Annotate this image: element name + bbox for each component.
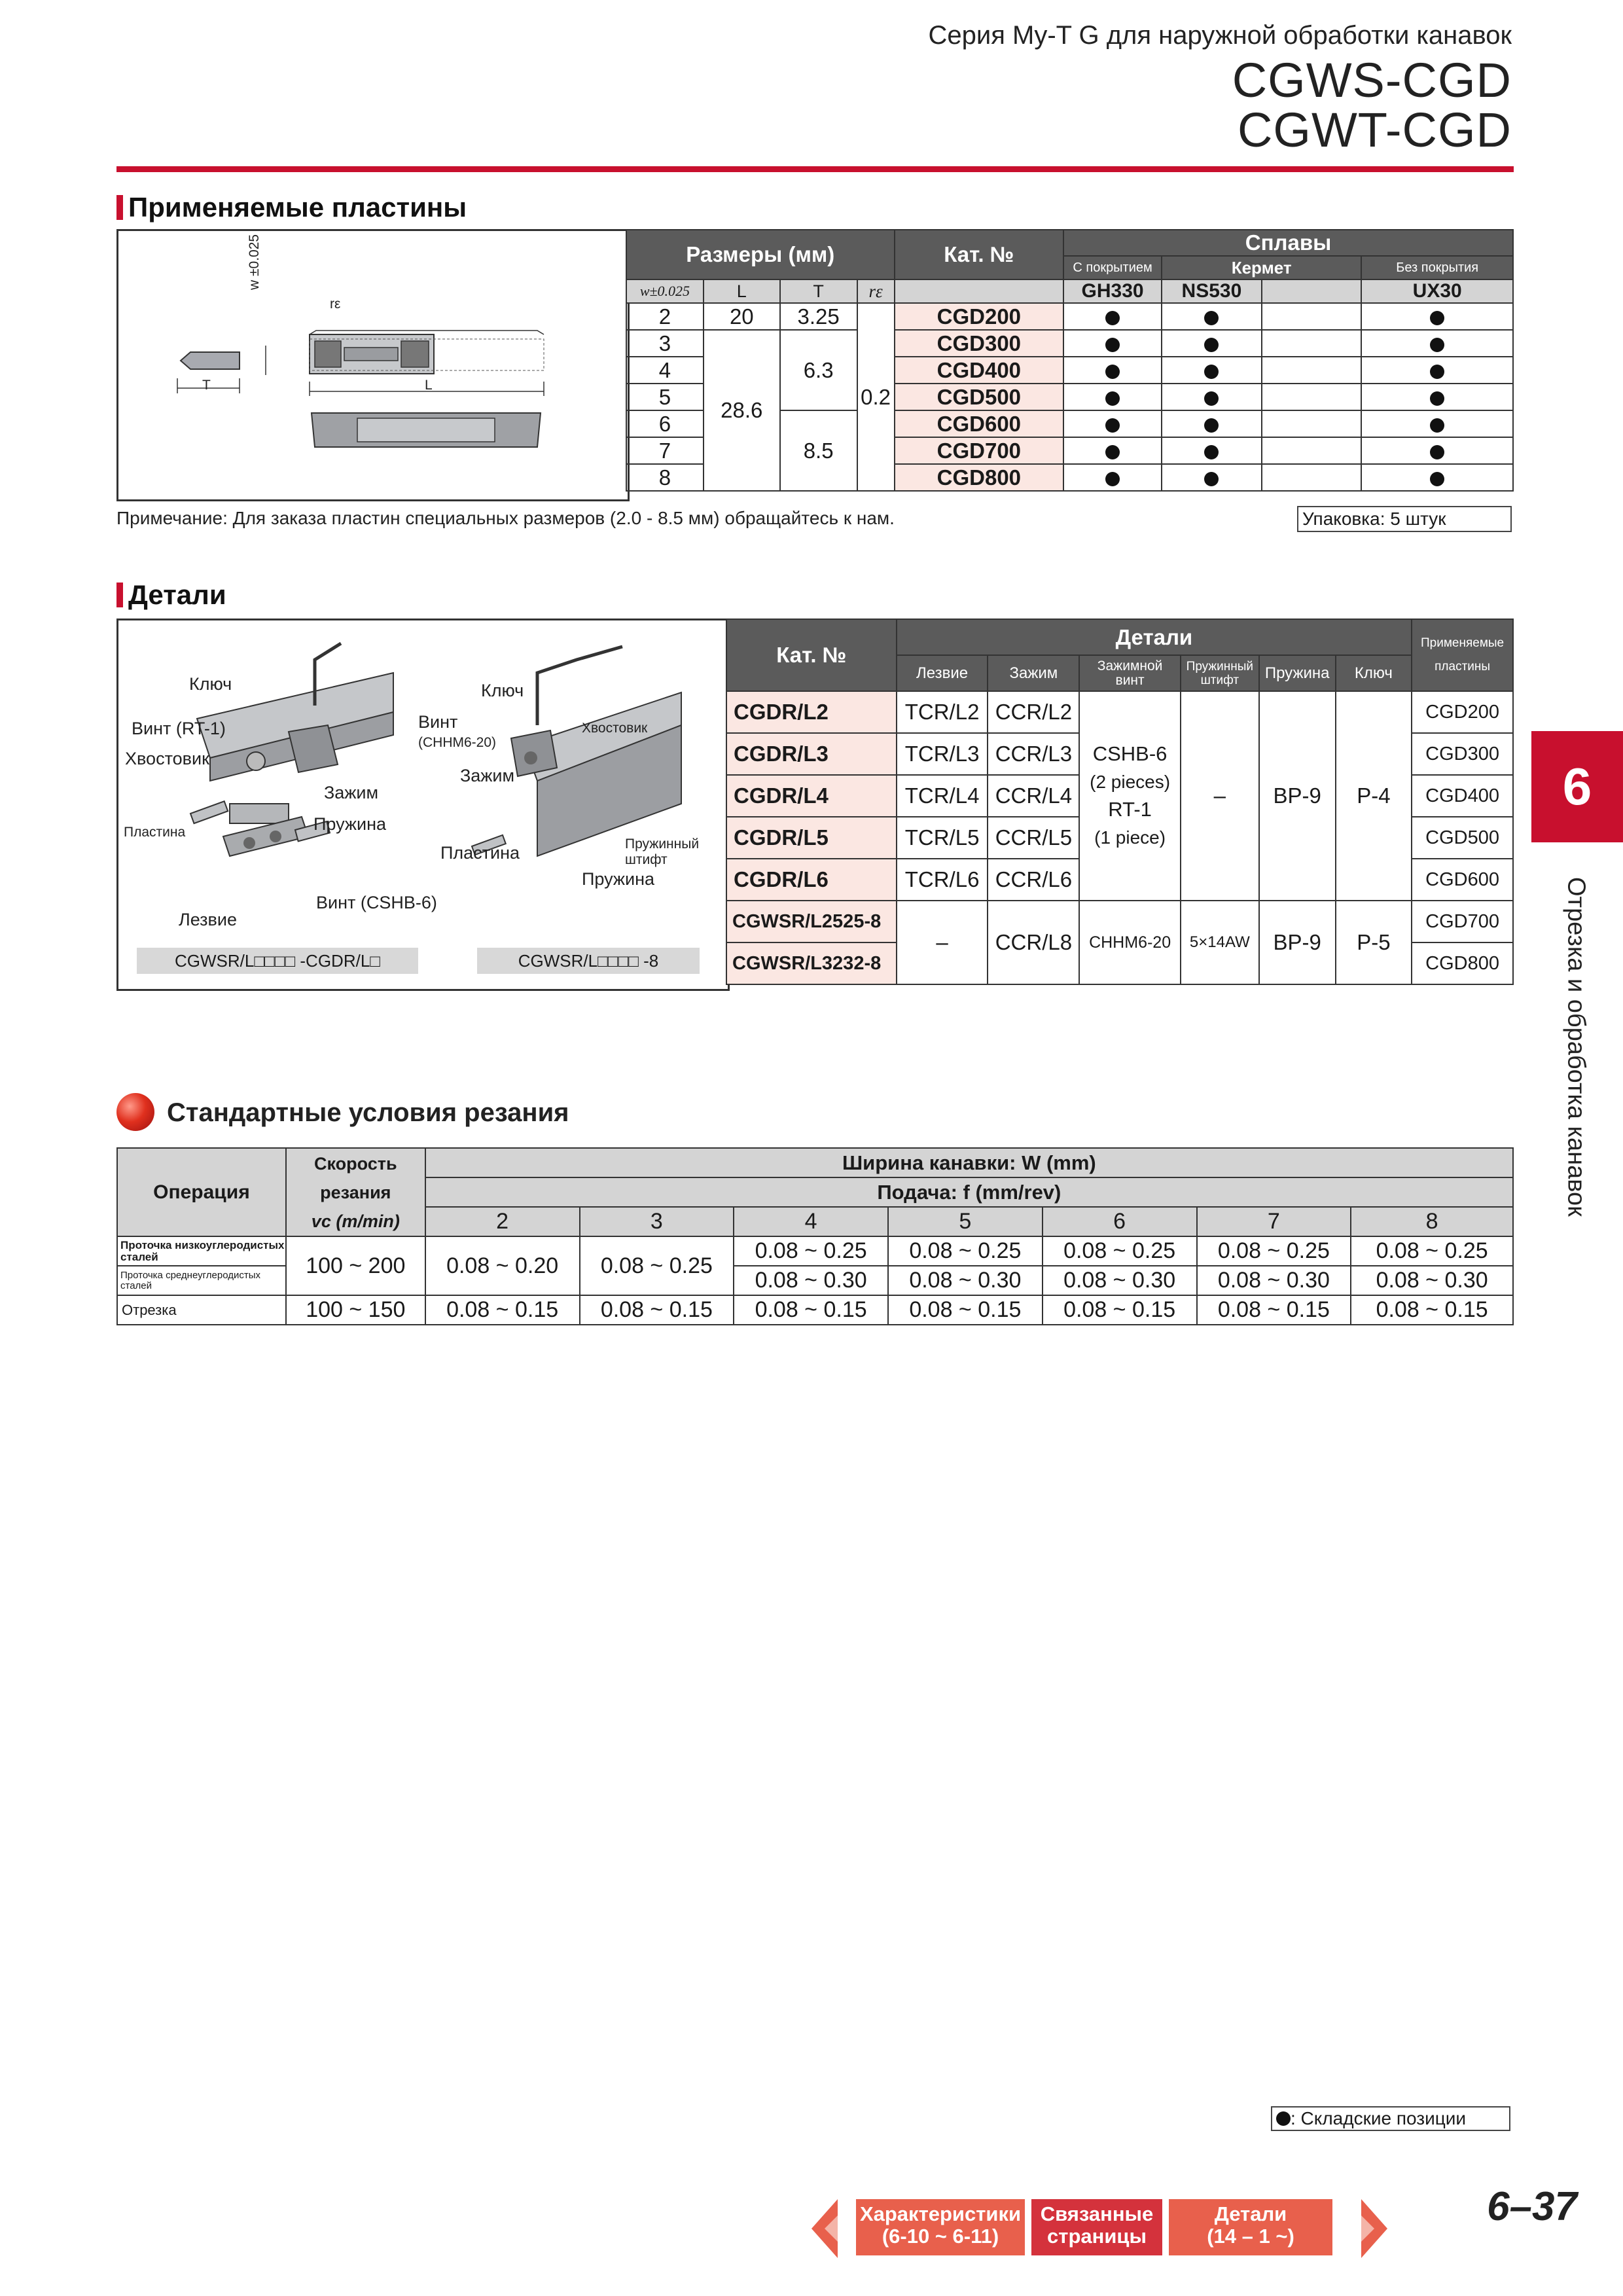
feed-cell: 0.08 ~ 0.25 <box>888 1236 1043 1266</box>
header-divider <box>116 166 1514 172</box>
chapter-side-text: Отрезка и обработка канавок <box>1562 877 1590 1217</box>
stock-dot-icon <box>1105 311 1120 325</box>
feed-cell: 0.08 ~ 0.25 <box>580 1236 734 1295</box>
key-cell: P-4 <box>1336 691 1412 901</box>
T-label: T <box>202 378 211 393</box>
screw-a4: (1 piece) <box>1094 827 1166 848</box>
feed-cell: 0.08 ~ 0.25 <box>734 1236 888 1266</box>
feed-cell: 0.08 ~ 0.15 <box>1197 1295 1351 1325</box>
stock-dot <box>1361 303 1513 330</box>
feed-cell: 0.08 ~ 0.15 <box>734 1295 888 1325</box>
fig2-pin-label: Пружинный <box>625 836 700 852</box>
spring-pin-header <box>1181 655 1259 691</box>
screw-a3: RT-1 <box>1108 798 1152 821</box>
w-cell: 8 <box>626 464 704 491</box>
speed-l1: Скорость <box>314 1153 397 1174</box>
speed-l2: резания <box>320 1182 391 1202</box>
width-col: 3 <box>580 1207 734 1236</box>
model-title-1: CGWS-CGD <box>1232 53 1512 107</box>
stock-dot <box>1361 410 1513 437</box>
cat-header: Кат. № <box>895 230 1064 279</box>
ns530-header: NS530 <box>1162 279 1262 303</box>
stock-dot <box>1361 464 1513 491</box>
inserts-note: Примечание: Для заказа пластин специальных размеров (2.0 - 8.5 мм) обращайтесь к нам. <box>116 508 895 528</box>
cutting-section-bullet-icon <box>116 1093 154 1131</box>
spring-pin-l1: Пружинный <box>1186 659 1253 673</box>
stock-dot-icon <box>1105 365 1120 379</box>
stock-dot <box>1162 357 1262 384</box>
section-marker <box>116 195 123 220</box>
r-cell: 0.2 <box>857 303 895 491</box>
holder-cat: CGDR/L5 <box>726 817 897 859</box>
applic-cell: CGD300 <box>1412 733 1513 775</box>
inserts-title-text: Применяемые пластины <box>128 192 467 223</box>
insert-table <box>626 229 1514 492</box>
feed-cell: 0.08 ~ 0.30 <box>1043 1266 1197 1295</box>
parts-cat-header: Кат. № <box>726 619 897 691</box>
width-col: 7 <box>1197 1207 1351 1236</box>
nav3-l2: (14 – 1 ~) <box>1207 2225 1294 2248</box>
holder-cat: CGDR/L2 <box>726 691 897 733</box>
blade-header: Лезвие <box>897 655 988 691</box>
fig1-shank-label: Хвостовик <box>125 749 209 768</box>
fig2-clamp-label: Зажим <box>460 766 515 785</box>
feed-cell: 0.08 ~ 0.15 <box>1043 1295 1197 1325</box>
stock-dot <box>1063 410 1162 437</box>
key-cell: P-5 <box>1336 901 1412 984</box>
stock-dot <box>1162 330 1262 357</box>
applic-cell: CGD600 <box>1412 859 1513 901</box>
nav1-l1: Характеристики <box>859 2202 1022 2225</box>
applic-cell: CGD200 <box>1412 691 1513 733</box>
feed-cell: 0.08 ~ 0.15 <box>888 1295 1043 1325</box>
chapter-side-title <box>1537 877 1615 1244</box>
cat-col-blank <box>895 279 1064 303</box>
fig2-screw-code-label: (CHHM6-20) <box>418 735 497 750</box>
stock-dot-icon <box>1105 418 1120 433</box>
fig1-key-label: Ключ <box>189 674 232 694</box>
blade-cell: – <box>897 901 988 984</box>
holder-cat: CGDR/L4 <box>726 775 897 817</box>
legend-text: : Складские позиции <box>1291 2108 1467 2128</box>
r-label: rε <box>330 296 341 312</box>
cermet-blank-header <box>1262 279 1362 303</box>
stock-dot <box>1162 384 1262 410</box>
cutting-table <box>116 1147 1514 1325</box>
empty-cell <box>1262 437 1362 464</box>
stock-dot <box>1162 303 1262 330</box>
empty-cell <box>1262 410 1362 437</box>
stock-dot-icon <box>1204 472 1219 486</box>
fig2-screw-label: Винт <box>418 712 458 732</box>
insert-cat: CGD600 <box>895 410 1064 437</box>
T-cell: 8.5 <box>780 410 857 491</box>
screw-a1: CSHB-6 <box>1092 742 1168 765</box>
nav2-l1: Связанные <box>1040 2202 1154 2225</box>
clamp-cell: CCR/L6 <box>988 859 1079 901</box>
clamp-screw-l2: винт <box>1115 672 1145 688</box>
stock-dot-icon <box>1430 338 1444 352</box>
w-label: w <box>247 279 262 290</box>
stock-dot-icon <box>1430 311 1444 325</box>
stock-dot-icon <box>1276 2111 1291 2126</box>
fig2-spring-label: Пружина <box>582 869 654 889</box>
stock-dot <box>1361 330 1513 357</box>
pack-box: Упаковка: 5 штук <box>1297 506 1512 532</box>
fig1-insert-label: Пластина <box>124 825 186 840</box>
feed-cell: 0.08 ~ 0.20 <box>425 1236 580 1295</box>
spring-header: Пружина <box>1259 655 1336 691</box>
ux30-header: UX30 <box>1361 279 1513 303</box>
chapter-tab: 6 <box>1531 731 1623 842</box>
stock-dot <box>1361 437 1513 464</box>
w-cell: 4 <box>626 357 704 384</box>
T-cell: 3.25 <box>780 303 857 330</box>
spring-cell: BP-9 <box>1259 691 1336 901</box>
stock-dot-icon <box>1430 445 1444 459</box>
stock-dot <box>1162 464 1262 491</box>
spring-cell: BP-9 <box>1259 901 1336 984</box>
nav-details-button[interactable] <box>1169 2199 1332 2255</box>
empty-cell <box>1262 357 1362 384</box>
fig1-spring-label: Пружина <box>313 814 386 834</box>
parts-table <box>726 619 1514 985</box>
fig1-caption: CGWSR/L□□□□ -CGDR/L□ <box>137 948 418 974</box>
fig2-caption: CGWSR/L□□□□ -8 <box>477 948 700 974</box>
stock-dot-icon <box>1105 472 1120 486</box>
stock-dot-icon <box>1204 338 1219 352</box>
feed-cell: 0.08 ~ 0.25 <box>1351 1236 1513 1266</box>
holder-cat: CGDR/L3 <box>726 733 897 775</box>
clamp-cell: CCR/L8 <box>988 901 1079 984</box>
pin-cell: – <box>1181 691 1259 901</box>
stock-dot-icon <box>1430 418 1444 433</box>
sizes-header: Размеры (мм) <box>626 230 895 279</box>
fig2-pin-label-2: штифт <box>625 852 668 867</box>
width-header: Ширина канавки: W (mm) <box>425 1148 1513 1177</box>
spring-pin-l2: штифт <box>1200 673 1240 687</box>
gh330-header: GH330 <box>1063 279 1162 303</box>
parts-drawing <box>116 619 730 991</box>
insert-cat: CGD700 <box>895 437 1064 464</box>
feed-cell: 0.08 ~ 0.25 <box>1043 1236 1197 1266</box>
stock-dot-icon <box>1204 418 1219 433</box>
stock-dot <box>1063 357 1162 384</box>
w-cell: 3 <box>626 330 704 357</box>
key-header: Ключ <box>1336 655 1412 691</box>
applic-line2: пластины <box>1435 660 1491 673</box>
clamp-cell: CCR/L2 <box>988 691 1079 733</box>
insert-cat: CGD400 <box>895 357 1064 384</box>
op-medium-carbon: Проточка среднеуглеродистых сталей <box>117 1266 286 1295</box>
empty-cell <box>1262 384 1362 410</box>
stock-dot-icon <box>1204 391 1219 406</box>
feed-cell: 0.08 ~ 0.30 <box>734 1266 888 1295</box>
blade-cell: TCR/L5 <box>897 817 988 859</box>
T-col-header: T <box>780 279 857 303</box>
empty-cell <box>1262 464 1362 491</box>
parts-applic-header <box>1412 619 1513 691</box>
series-title: Серия My-T G для наружной обработки канавок <box>928 21 1512 50</box>
w-cell: 5 <box>626 384 704 410</box>
w-col-header: w±0.025 <box>626 279 704 303</box>
r-col-header: rε <box>857 279 895 303</box>
blade-cell: TCR/L3 <box>897 733 988 775</box>
stock-dot-icon <box>1204 365 1219 379</box>
feed-cell: 0.08 ~ 0.30 <box>888 1266 1043 1295</box>
clamp-screw-header <box>1079 655 1181 691</box>
screw-a2: (2 pieces) <box>1090 772 1171 792</box>
clamp-screw-l1: Зажимной <box>1097 658 1163 673</box>
fig2-key-label: Ключ <box>481 681 524 700</box>
feed-cell: 0.08 ~ 0.15 <box>425 1295 580 1325</box>
empty-cell <box>1262 330 1362 357</box>
applic-cell: CGD500 <box>1412 817 1513 859</box>
empty-cell <box>1262 303 1362 330</box>
coated-header: С покрытием <box>1063 256 1162 279</box>
feed-cell: 0.08 ~ 0.15 <box>580 1295 734 1325</box>
stock-dot <box>1162 437 1262 464</box>
width-col: 8 <box>1351 1207 1513 1236</box>
alloys-header: Сплавы <box>1063 230 1513 256</box>
applic-line1: Применяемые <box>1421 636 1505 650</box>
nav-characteristics-button[interactable] <box>856 2199 1025 2255</box>
w-tol: ±0.025 <box>247 234 262 276</box>
width-col: 6 <box>1043 1207 1197 1236</box>
model-title-2: CGWT-CGD <box>1237 103 1512 157</box>
blade-cell: TCR/L6 <box>897 859 988 901</box>
screw-cell: CHHM6-20 <box>1079 901 1181 984</box>
holder-cat: CGWSR/L3232-8 <box>726 942 897 984</box>
width-col: 2 <box>425 1207 580 1236</box>
clamp-cell: CCR/L5 <box>988 817 1079 859</box>
nav-related-button[interactable] <box>1031 2199 1162 2255</box>
insert-cat: CGD800 <box>895 464 1064 491</box>
legend-box <box>1271 2106 1510 2131</box>
speed-header <box>286 1148 425 1236</box>
nav3-l1: Детали <box>1214 2202 1287 2225</box>
insert-diagram <box>118 231 628 499</box>
cutting-section-title: Стандартные условия резания <box>167 1098 569 1127</box>
feed-cell: 0.08 ~ 0.25 <box>1197 1236 1351 1266</box>
parts-section-title <box>116 579 226 611</box>
uncoated-header: Без покрытия <box>1361 256 1513 279</box>
clamp-header: Зажим <box>988 655 1079 691</box>
stock-dot-icon <box>1105 338 1120 352</box>
L-cell: 28.6 <box>704 330 780 491</box>
op-parting: Отрезка <box>117 1295 286 1325</box>
stock-dot-icon <box>1430 472 1444 486</box>
stock-dot <box>1063 330 1162 357</box>
w-cell: 7 <box>626 437 704 464</box>
nav1-l2: (6-10 ~ 6-11) <box>882 2225 999 2248</box>
parts-parts-header: Детали <box>897 619 1412 655</box>
fig1-cshb-label: Винт (CSHB-6) <box>316 893 437 912</box>
stock-dot <box>1361 357 1513 384</box>
speed-cell: 100 ~ 150 <box>286 1295 425 1325</box>
w-cell: 6 <box>626 410 704 437</box>
applic-cell: CGD800 <box>1412 942 1513 984</box>
feed-cell: 0.08 ~ 0.15 <box>1351 1295 1513 1325</box>
stock-dot <box>1063 303 1162 330</box>
applic-cell: CGD400 <box>1412 775 1513 817</box>
stock-dot-icon <box>1204 445 1219 459</box>
fig1-screw-label: Винт (RT-1) <box>132 719 226 738</box>
op-header: Операция <box>117 1148 286 1236</box>
w-tol-label <box>247 234 262 290</box>
fig2-shank-label: Хвостовик <box>582 721 648 736</box>
inserts-section-title <box>116 192 467 223</box>
nav2-l2: страницы <box>1047 2225 1147 2248</box>
stock-dot <box>1063 437 1162 464</box>
width-col: 4 <box>734 1207 888 1236</box>
stock-dot <box>1162 410 1262 437</box>
cermet-header: Кермет <box>1162 256 1361 279</box>
clamp-cell: CCR/L3 <box>988 733 1079 775</box>
feed-cell: 0.08 ~ 0.30 <box>1351 1266 1513 1295</box>
feed-header: Подача: f (mm/rev) <box>425 1177 1513 1207</box>
feed-cell: 0.08 ~ 0.30 <box>1197 1266 1351 1295</box>
page-number: 6–37 <box>1487 2184 1577 2229</box>
stock-dot-icon <box>1430 391 1444 406</box>
stock-dot-icon <box>1105 445 1120 459</box>
L-label: L <box>425 378 433 393</box>
stock-dot <box>1063 384 1162 410</box>
holder-cat: CGWSR/L2525-8 <box>726 901 897 942</box>
op-low-carbon: Проточка низкоуглеродистых сталей <box>117 1236 286 1266</box>
speed-cell: 100 ~ 200 <box>286 1236 425 1295</box>
stock-dot <box>1063 464 1162 491</box>
insert-cat: CGD500 <box>895 384 1064 410</box>
insert-cat: CGD200 <box>895 303 1064 330</box>
clamp-cell: CCR/L4 <box>988 775 1079 817</box>
fig1-blade-label: Лезвие <box>179 910 237 929</box>
stock-dot-icon <box>1204 311 1219 325</box>
L-col-header: L <box>704 279 780 303</box>
fig2-insert-label: Пластина <box>440 843 520 863</box>
fig1-clamp-label: Зажим <box>324 783 379 802</box>
pin-cell: 5×14AW <box>1181 901 1259 984</box>
T-cell: 6.3 <box>780 330 857 410</box>
blade-cell: TCR/L4 <box>897 775 988 817</box>
stock-dot-icon <box>1105 391 1120 406</box>
L-cell: 20 <box>704 303 780 330</box>
w-cell: 2 <box>626 303 704 330</box>
width-col: 5 <box>888 1207 1043 1236</box>
insert-cat: CGD300 <box>895 330 1064 357</box>
insert-drawing <box>116 229 630 501</box>
holder-cat: CGDR/L6 <box>726 859 897 901</box>
stock-dot <box>1361 384 1513 410</box>
applic-cell: CGD700 <box>1412 901 1513 942</box>
section-marker <box>116 583 123 607</box>
blade-cell: TCR/L2 <box>897 691 988 733</box>
speed-l3: vc (m/min) <box>311 1211 400 1231</box>
parts-title-text: Детали <box>128 579 226 610</box>
screw-cell <box>1079 691 1181 901</box>
stock-dot-icon <box>1430 365 1444 379</box>
